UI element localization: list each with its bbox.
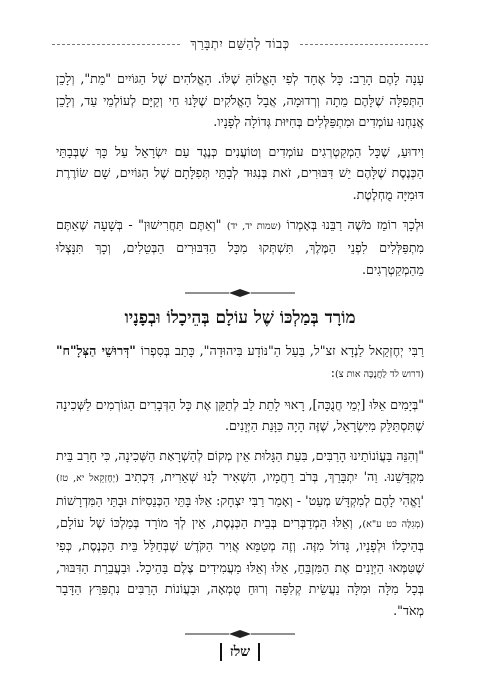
text-run: "וְהִנֵּה בַּעֲוֹנוֹתֵינוּ הָרַבִּים, בִּעֵת הַגָּלוּת אֵין מְקוֹם לְהַשְׁרָאַת הַשְּׁכִינָה, כִּי חָרַב בֵּית מִקְדָּשֵׁנוּ. וַה' יִתְבָּרַךְ, בְּרֹב רַחֲמָיו, הִשְׁאִיר לָנוּ שְׁאֵרִית, דִּכְתִיב — [56, 447, 425, 485]
header-rule-left — [52, 44, 180, 45]
ornament-icon — [185, 288, 295, 298]
paragraph: וִידוּעַ, שֶׁכָּל הַמְקַטְרְגִים עוֹמְדִים וְטוֹעֲנִים כְּנֶגֶד עַם יִשְׂרָאֵל עַל כָּךְ שֶׁבְּבָתֵּי הַכְּנֶסֶת שֶׁלָּהֶם יֵשׁ דִּבּוּרִים, זֹאת בְּנִגּוּד לְבָתֵּי תְּפִלָּתָם שֶׁל הַגּוֹיִים, שָׁם שׂוֹרֶרֶת דּוּמִיָּה מֻחְלֶטֶת. — [56, 143, 424, 202]
text-run: וּלְכָךְ רוֹמֵז מֹשֶׁה רַבֵּנוּ בְּאָמְרוֹ — [281, 216, 424, 232]
source-reference: (יְחֶזְקֵאל יא, טז) — [56, 473, 120, 485]
closing-divider-ornament — [56, 627, 424, 641]
text-run: רַבִּי יְחֶזְקֵאל לַנְדָא זצ"ל, בַּעַל הַ"נּוֹדָע בִּיהוּדָה", כָּתַב בְּסִפְרוֹ — [135, 343, 424, 359]
page-number: שלז — [220, 643, 260, 661]
text-run: "וְאַתֶּם תַּחֲרִישׁוּן" - בְּשָׁעָה שֶׁאַתֶּם מִתְפַּלְּלִים לִפְנֵי הַמֶּלֶךְ, תִּשְׁתְּקוּ מִכָּל הַדִּבּוּרִים הַבְּטֵלִים, וְכָךְ תִּנָּצְלוּ מֵהַמְקַטְרְגִים. — [56, 216, 424, 277]
header-rule-right — [300, 44, 428, 45]
book-title: "דְּרוּשֵׁי הַצְּלָ"ח" — [56, 343, 136, 359]
section-divider-ornament — [56, 286, 424, 300]
ornament-icon — [185, 629, 295, 639]
text-run: : — [330, 364, 335, 380]
paragraph: עָנָה לָהֶם הָרַב: כָּל אֶחָד לְפִי הָאֱלוֹהַּ שֶׁלּוֹ. הָאֱלֹהִים שֶׁל הַגּוֹיִים "מֵת", וְלָכֵן הַתְּפִלָּה שֶׁלָּהֶם מֵתָה וְרְדוּמָה, אֲבָל הָאֱלֹקִים שֶׁלָּנוּ חַי וְקַיָּם לְעוֹלְמֵי עַד, וְלָכֵן אֲנַחְנוּ עוֹמְדִים וּמִתְפַּלְּלִים בְּחִיּוּת גְּדוֹלָה לְפָנָיו. — [56, 71, 424, 130]
text-run: , וְאֵלּוּ הַמְדַבְּרִים בְּבֵית הַכְּנֶסֶת, אֵין לְךָ מוֹרָד בְּמַלְכּוֹ שֶׁל עוֹלָם, בְּהֵיכָלוֹ וּלְפָנָיו, גָּדוֹל מִזֶּה. וְזֶה מְטַמֵּא אֲוִיר הַקֹּדֶשׁ שֶׁבְּחַלַּל בֵּית הַכְּנֶסֶת, כְּפִי שֶׁטִּמְּאוּ הַיְּוָנִים אֶת הַמִּזְבֵּחַ, אֵלּוּ וְאֵלּוּ מַעֲמִידִים צֶלֶם בַּהֵיכָל. וּבַעֲבֵרַת הַדִּבּוּר, בְּכָל מִלָּה וּמִלָּה נַעֲשֵׂית קְלִפָּה וְרוּחַ טֻמְאָה, וּבַעֲוֹנוֹת הָרַבִּים נִתְפַּרֵּץ הַדָּבָר מְאֹד". — [56, 514, 424, 618]
running-head — [52, 36, 428, 52]
paragraph — [56, 214, 424, 281]
main-text — [56, 68, 424, 647]
source-reference: (מְגִלָּה כט ע"א) — [362, 518, 424, 530]
section-title: מוֹרָד בְּמַלְכּוֹ שֶׁל עוֹלָם בְּהֵיכָלוֹ וּבְפָנָיו — [124, 308, 356, 329]
running-head-title: כְּבוֹד לְהַשֵּׁם יִתְבָּרַךְ — [190, 37, 290, 52]
text-run: 'וָאֱהִי לָהֶם לְמִקְדָּשׁ מְעַט' - וְאָמַר רַבִּי יִצְחָק: אֵלּוּ בָּתֵּי הַכְּנֵסִיּוֹת וּבָתֵּי הַמִּדְרָשׁוֹת — [56, 492, 424, 508]
page-footer — [0, 643, 480, 661]
paragraph: "בְּיָמִים אֵלּוּ [יְמֵי חֲנֻכָּה], רָאוּי לָתֵת לֵב לְתַקֵּן אֶת כָּל הַדְּבָרִים הַגּוֹרְמִים לַשְּׁכִינָה שֶׁתִּסְתַּלֵּק מִיִּשְׂרָאֵל, שֶׁזֶּה הָיָה כַּוָּנַת הַיְּוָנִים. — [56, 396, 424, 434]
paragraph — [56, 340, 424, 385]
source-reference: (שמות יד, יד) — [226, 220, 282, 232]
paragraph — [56, 445, 424, 622]
source-reference: (דרוש לד לַחֲנֻכָּה אות צ) — [334, 368, 424, 380]
